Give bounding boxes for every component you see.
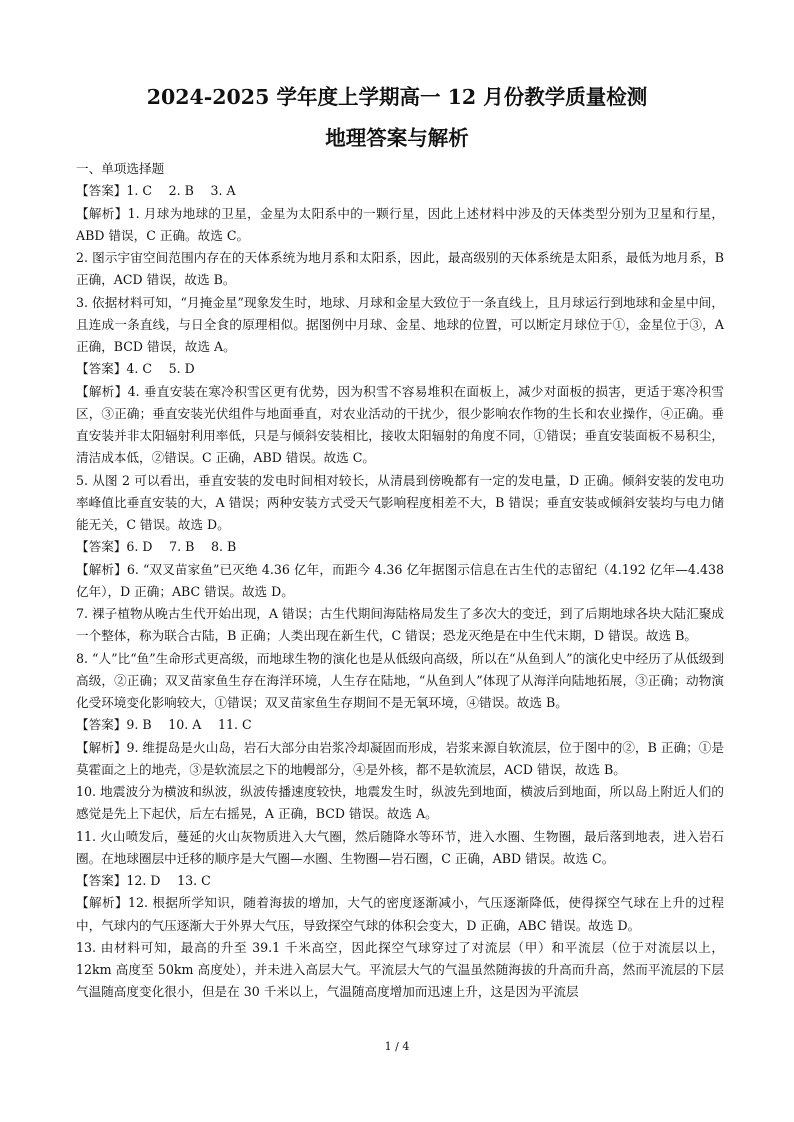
explanation-6: 【解析】6. “双叉苗家鱼”已灭绝 4.36 亿年，而距今 4.36 亿年据图示信息在古生代的志留纪（4.192 亿年—4.438 亿年），D 正确；ABC 错误。故选 D。: [76, 561, 724, 599]
answer-body: [76, 158, 724, 1004]
explanation-1: 【解析】1. 月球为地球的卫星，金星为太阳系中的一颗行星，因此上述材料中涉及的天体类型分别为卫星和行星，ABD 错误，C 正确。故选 C。: [76, 205, 724, 243]
answer-keys-6-8: 【答案】6. D 7. B 8. B: [76, 539, 237, 555]
answer-keys-12-13: 【答案】12. D 13. C: [76, 873, 211, 888]
explanation-2: 2. 图示宇宙空间范围内存在的天体系统为地月系和太阳系，因此，最高级别的天体系统是太阳系，最低为地月系，B 正确，ACD 错误，故选 B。: [76, 250, 724, 288]
explanation-3: 3. 依据材料可知，“月掩金星”现象发生时，地球、月球和金星大致位于一条直线上，且月球运行到地球和金星中间，且连成一条直线，与日全食的原理相似。据图例中月球、金星、地球的位置，可以断定月球位于①，金星位于③，A 正确，BCD 错误，故选 A。: [76, 294, 724, 354]
section-heading: 一、单项选择题: [76, 161, 165, 176]
page-title: 2024-2025 学年度上学期高一 12 月份教学质量检测: [146, 85, 648, 109]
explanation-12: 【解析】12. 根据所学知识，随着海拔的增加，大气的密度逐渐减小，气压逐渐降低，使得探空气球在上升的过程中，气球内的气压逐渐大于外界大气压，导致探空气球的体积会变大，D 正确，ABC 错误。故选 D。: [76, 895, 724, 933]
answer-keys-1-3: 【答案】1. C 2. B 3. A: [76, 183, 236, 199]
explanation-5: 5. 从图 2 可以看出，垂直安装的发电时间相对较长，从清晨到傍晚都有一定的发电量，D 正确。倾斜安装的发电功率峰值比垂直安装的大，A 错误；两种安装方式受天气影响程度相差不大，B 错误；垂直安装或倾斜安装均与电力储能无关，C 错误。故选 D。: [76, 472, 724, 532]
explanation-7: 7. 裸子植物从晚古生代开始出现，A 错误；古生代期间海陆格局发生了多次大的变迁，到了后期地球各块大陆汇聚成一个整体，称为联合古陆，B 正确；人类出现在新生代，C 错误；恐龙灭绝是在中生代末期，D 错误。故选 B。: [76, 606, 724, 644]
page-subtitle: 地理答案与解析: [325, 126, 469, 150]
page-number: 1 / 4: [384, 1040, 410, 1053]
explanation-8: 8. “人”比“鱼”生命形式更高级，而地球生物的演化也是从低级向高级，所以在“从鱼到人”的演化史中经历了从低级到高级，②正确；双叉苗家鱼生存在海洋环境，人生存在陆地，“从鱼到人”体现了从海洋向陆地拓展，③正确；动物演化受环境变化影响较大，①错误；双叉苗家鱼生存期间不是无氧环境，④错误。故选 B。: [76, 650, 724, 710]
explanation-13: 13. 由材料可知，最高的升至 39.1 千米高空，因此探空气球穿过了对流层（甲）和平流层（位于对流层以上，12km 高度至 50km 高度处），并未进入高层大气。平流层大气的气温虽然随海拔的升高而升高，然而平流层的下层气温随高度变化很小，但是在 30 千米以上，气温随高度增加而迅速上升，这是因为平流层: [76, 939, 724, 1000]
answer-keys-4-5: 【答案】4. C 5. D: [76, 361, 195, 377]
answer-keys-9-11: 【答案】9. B 10. A 11. C: [76, 717, 252, 733]
explanation-11: 11. 火山喷发后，蔓延的火山灰物质进入大气圈，然后随降水等环节，进入水圈、生物圈，最后落到地表，进入岩石圈。在地球圈层中迁移的顺序是大气圈—水圈、生物圈—岩石圈，C 正确，ABD 错误。故选 C。: [76, 828, 724, 866]
explanation-10: 10. 地震波分为横波和纵波，纵波传播速度较快，地震发生时，纵波先到地面，横波后到地面，所以岛上附近人们的感觉是先上下起伏，后左右摇晃，A 正确，BCD 错误。故选 A。: [76, 784, 724, 822]
explanation-9: 【解析】9. 维提岛是火山岛，岩石大部分由岩浆冷却凝固而形成，岩浆来源自软流层，位于图中的②，B 正确；①是莫霍面之上的地壳，③是软流层之下的地幔部分，④是外核，都不是软流层，ACD 错误，故选 B。: [76, 739, 724, 777]
explanation-4: 【解析】4. 垂直安装在寒冷积雪区更有优势，因为积雪不容易堆积在面板上，减少对面板的损害，更适于寒冷积雪区，③正确；垂直安装光伏组件与地面垂直，对农业活动的干扰少，很少影响农作物的生长和农业操作，④正确。垂直安装并非太阳辐射利用率低，只是与倾斜安装相比，接收太阳辐射的角度不同，①错误；垂直安装面板不易积尘，清洁成本低，②错误。C 正确，ABD 错误。故选 C。: [76, 383, 724, 466]
